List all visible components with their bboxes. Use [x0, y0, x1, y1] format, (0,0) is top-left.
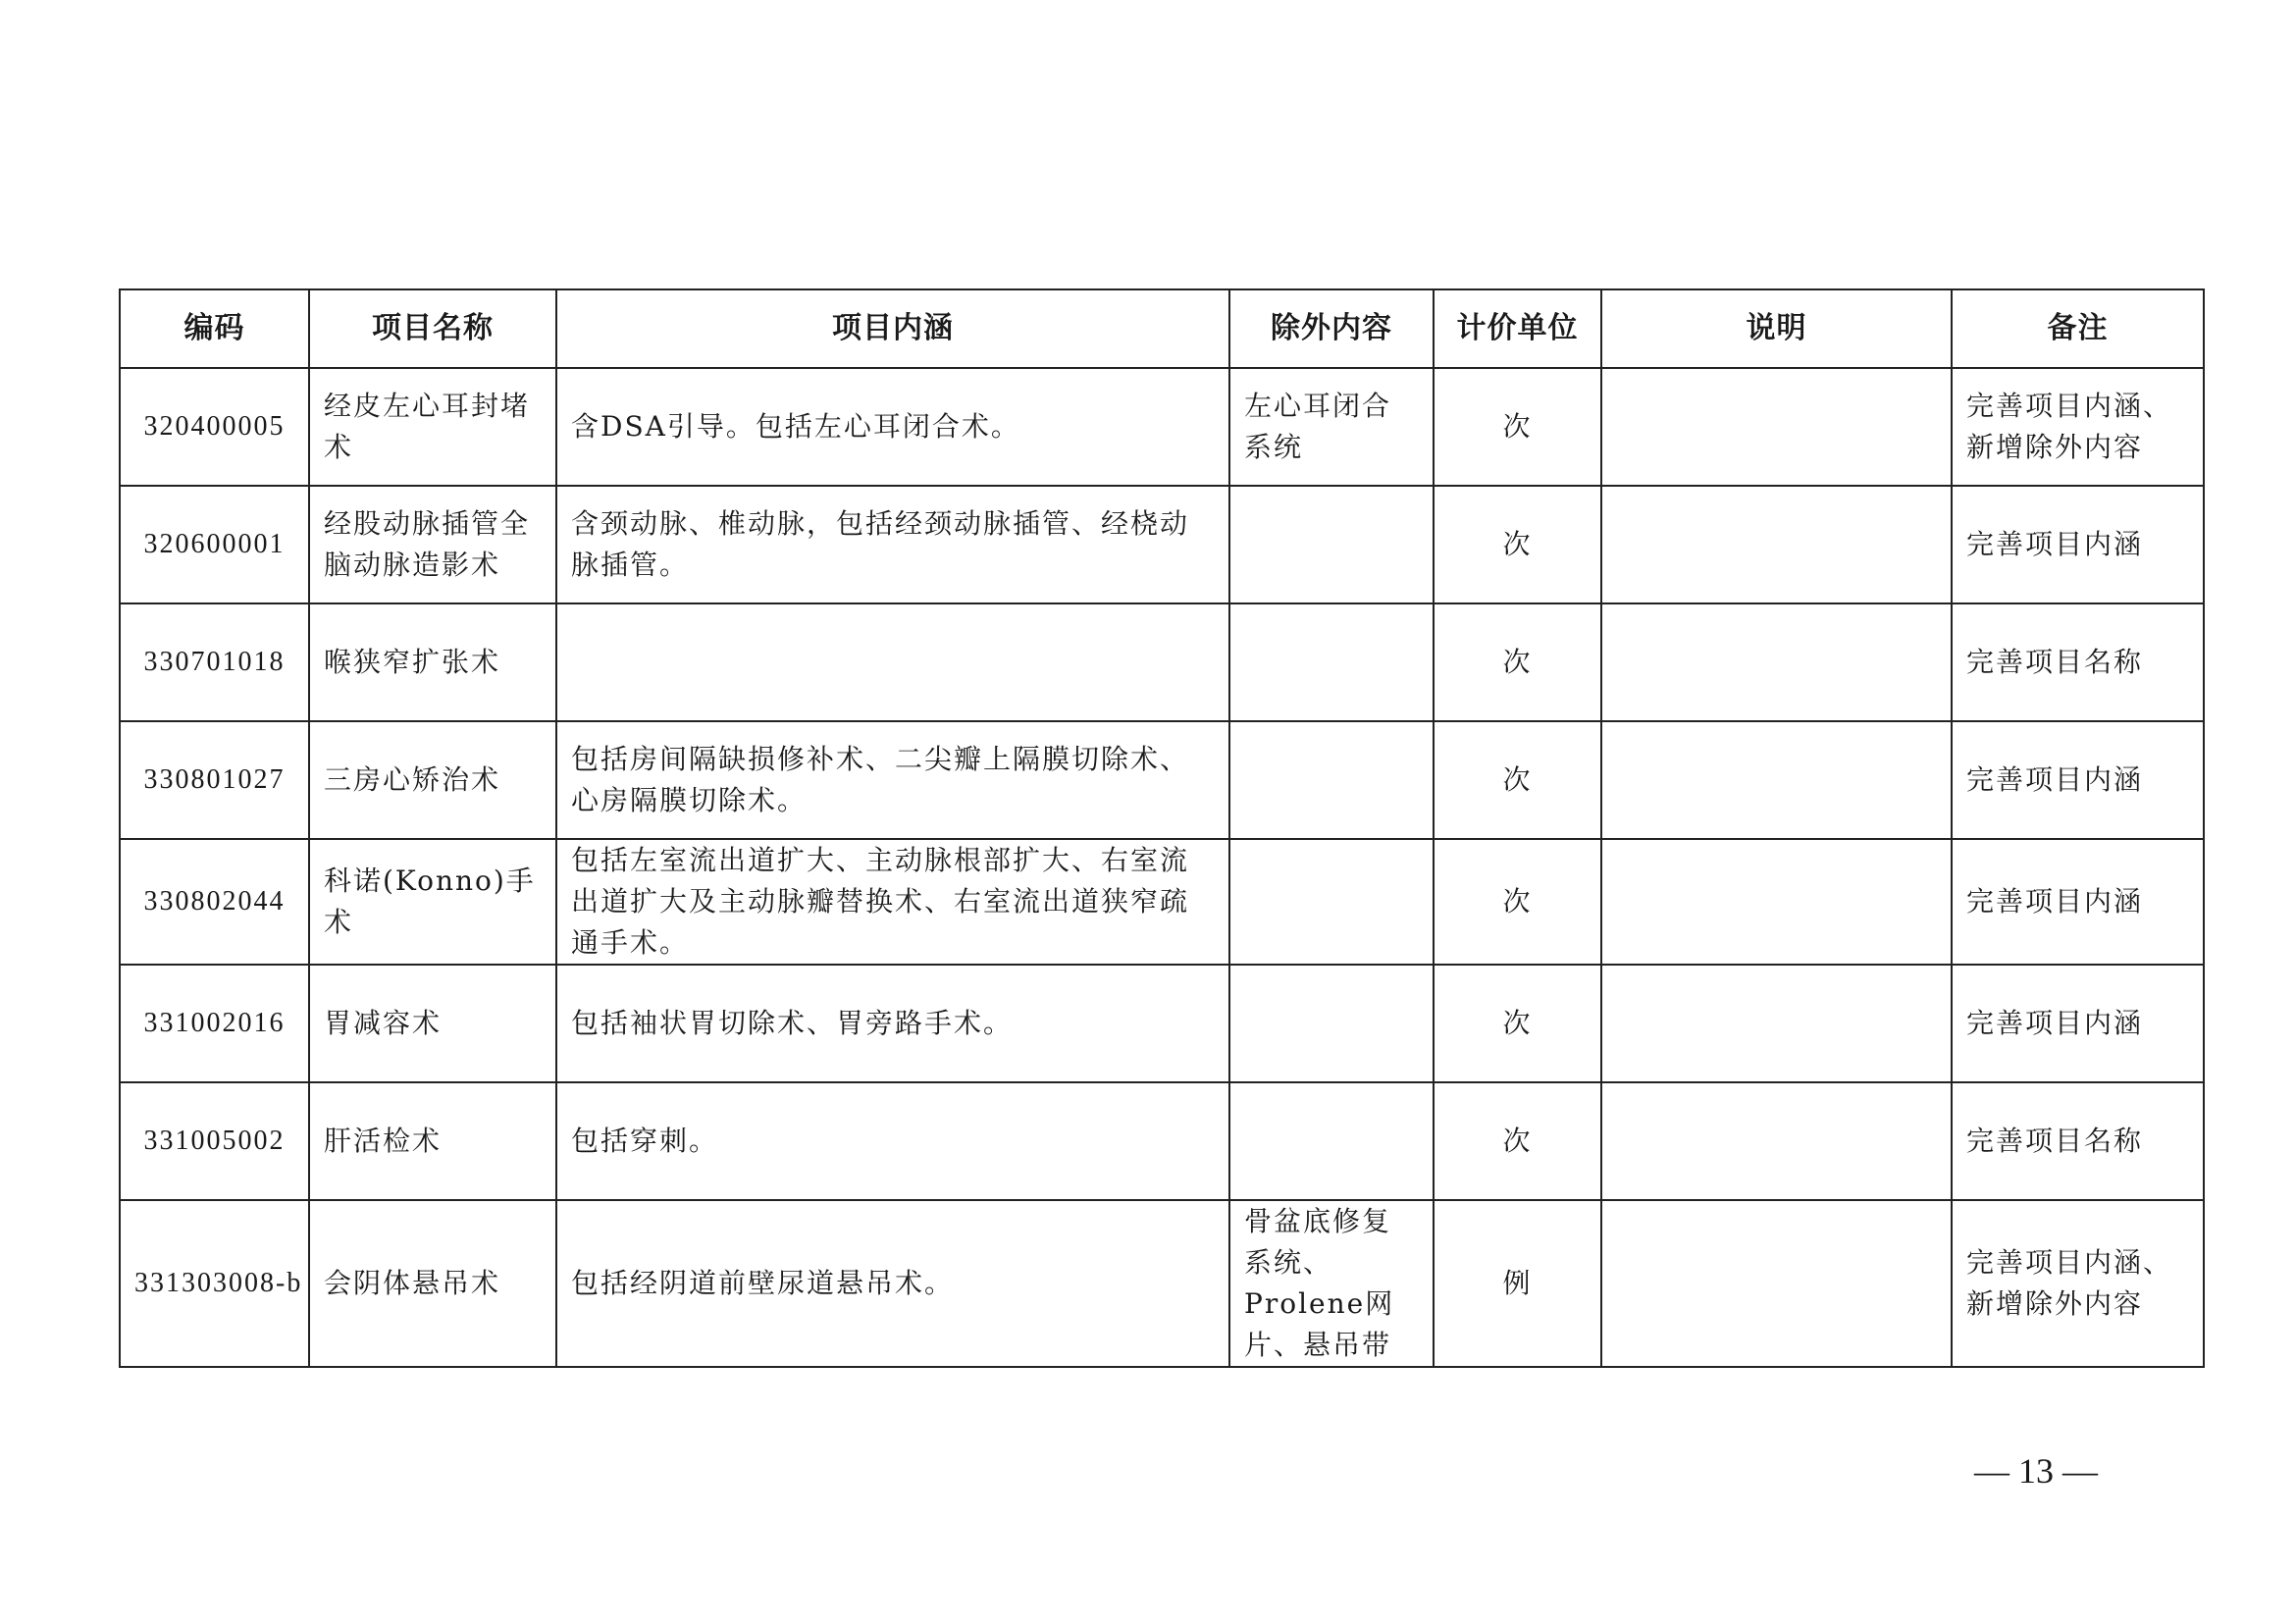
cell-content: 包括穿刺。 — [556, 1082, 1229, 1200]
header-row — [120, 289, 2204, 368]
cell-content — [556, 603, 1229, 721]
cell-name: 会阴体悬吊术 — [309, 1200, 556, 1367]
cell-code: 331303008-b — [120, 1200, 309, 1367]
table-row — [120, 486, 2204, 603]
page-number: — 13 — — [1974, 1451, 2098, 1491]
cell-content: 包括房间隔缺损修补术、二尖瓣上隔膜切除术、心房隔膜切除术。 — [556, 721, 1229, 839]
header-content: 项目内涵 — [556, 289, 1229, 368]
cell-code: 331005002 — [120, 1082, 309, 1200]
cell-remark: 完善项目名称 — [1952, 1082, 2204, 1200]
header-unit: 计价单位 — [1434, 289, 1601, 368]
cell-excluded — [1229, 839, 1434, 965]
cell-note — [1601, 839, 1952, 965]
cell-name: 胃减容术 — [309, 965, 556, 1082]
header-name: 项目名称 — [309, 289, 556, 368]
cell-unit: 次 — [1434, 368, 1601, 486]
table-row — [120, 965, 2204, 1082]
cell-name: 肝活检术 — [309, 1082, 556, 1200]
cell-note — [1601, 1200, 1952, 1367]
cell-note — [1601, 1082, 1952, 1200]
cell-name: 科诺(Konno)手术 — [309, 839, 556, 965]
table-row — [120, 368, 2204, 486]
table-row — [120, 603, 2204, 721]
header-excluded: 除外内容 — [1229, 289, 1434, 368]
cell-code: 320600001 — [120, 486, 309, 603]
cell-excluded — [1229, 721, 1434, 839]
cell-unit: 次 — [1434, 1082, 1601, 1200]
cell-content: 包括左室流出道扩大、主动脉根部扩大、右室流出道扩大及主动脉瓣替换术、右室流出道狭窄疏通手术。 — [556, 839, 1229, 965]
header-remark: 备注 — [1952, 289, 2204, 368]
cell-content: 含颈动脉、椎动脉，包括经颈动脉插管、经桡动脉插管。 — [556, 486, 1229, 603]
cell-code: 320400005 — [120, 368, 309, 486]
cell-remark: 完善项目内涵 — [1952, 721, 2204, 839]
cell-code: 330701018 — [120, 603, 309, 721]
cell-remark: 完善项目内涵 — [1952, 839, 2204, 965]
cell-content: 包括经阴道前壁尿道悬吊术。 — [556, 1200, 1229, 1367]
cell-name: 经股动脉插管全脑动脉造影术 — [309, 486, 556, 603]
cell-excluded — [1229, 1082, 1434, 1200]
cell-excluded — [1229, 965, 1434, 1082]
cell-note — [1601, 603, 1952, 721]
cell-name: 喉狭窄扩张术 — [309, 603, 556, 721]
cell-unit: 次 — [1434, 965, 1601, 1082]
cell-code: 331002016 — [120, 965, 309, 1082]
cell-excluded — [1229, 603, 1434, 721]
cell-name: 三房心矫治术 — [309, 721, 556, 839]
cell-name: 经皮左心耳封堵术 — [309, 368, 556, 486]
cell-unit: 次 — [1434, 603, 1601, 721]
cell-excluded: 骨盆底修复系统、Prolene网片、悬吊带 — [1229, 1200, 1434, 1367]
table-row — [120, 839, 2204, 965]
cell-excluded: 左心耳闭合系统 — [1229, 368, 1434, 486]
table-row — [120, 1082, 2204, 1200]
cell-remark: 完善项目内涵、新增除外内容 — [1952, 1200, 2204, 1367]
cell-excluded — [1229, 486, 1434, 603]
cell-note — [1601, 721, 1952, 839]
cell-unit: 例 — [1434, 1200, 1601, 1367]
cell-note — [1601, 368, 1952, 486]
cell-content: 含DSA引导。包括左心耳闭合术。 — [556, 368, 1229, 486]
cell-remark: 完善项目名称 — [1952, 603, 2204, 721]
cell-code: 330801027 — [120, 721, 309, 839]
cell-unit: 次 — [1434, 721, 1601, 839]
pricing-table — [119, 288, 2205, 1368]
cell-note — [1601, 965, 1952, 1082]
cell-remark: 完善项目内涵 — [1952, 965, 2204, 1082]
cell-note — [1601, 486, 1952, 603]
cell-remark: 完善项目内涵 — [1952, 486, 2204, 603]
cell-code: 330802044 — [120, 839, 309, 965]
header-note: 说明 — [1601, 289, 1952, 368]
table-row — [120, 1200, 2204, 1367]
table-row — [120, 721, 2204, 839]
header-code: 编码 — [120, 289, 309, 368]
cell-unit: 次 — [1434, 486, 1601, 603]
cell-remark: 完善项目内涵、新增除外内容 — [1952, 368, 2204, 486]
cell-content: 包括袖状胃切除术、胃旁路手术。 — [556, 965, 1229, 1082]
cell-unit: 次 — [1434, 839, 1601, 965]
